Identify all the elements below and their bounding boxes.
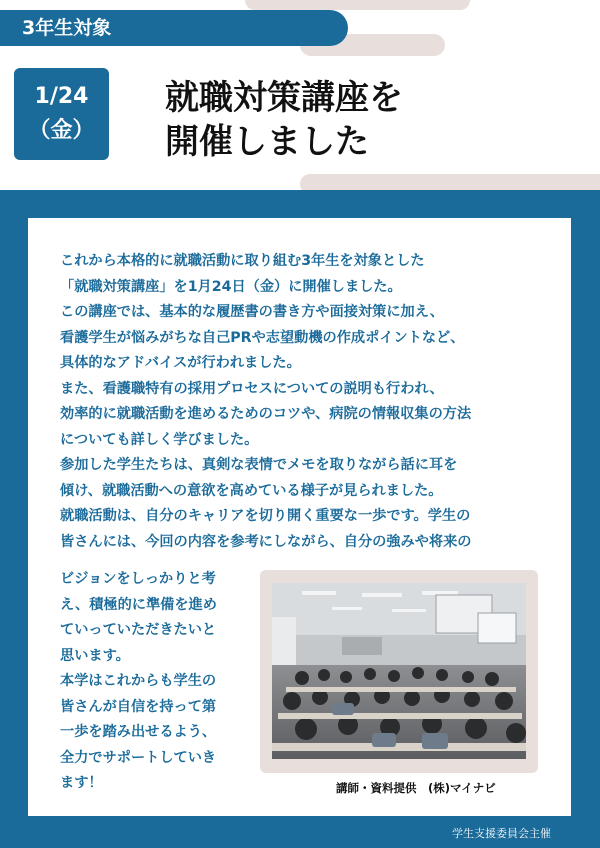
article-line: ビジョンをしっかりと考 bbox=[60, 571, 216, 587]
article-body-continued bbox=[60, 567, 217, 797]
article-line: 就職活動は、自分のキャリアを切り開く重要な一歩です。学生の bbox=[60, 508, 471, 524]
event-date-day: 1/24 bbox=[34, 83, 89, 109]
article-line: え、積極的に準備を進め bbox=[60, 596, 217, 613]
article-line: 「就職対策講座」を1月24日（金）に開催しました。 bbox=[60, 278, 402, 295]
article-line: また、看護職特有の採用プロセスについての説明も行われ、 bbox=[60, 380, 444, 397]
page-title bbox=[165, 76, 403, 164]
article-line: これから本格的に就職活動に取り組む3年生を対象とした bbox=[60, 253, 425, 269]
page-title-line-1: 就職対策講座を bbox=[165, 78, 403, 118]
article-line: 本学はこれからも学生の bbox=[60, 673, 217, 689]
article-body bbox=[60, 249, 550, 555]
event-date-weekday: （金） bbox=[28, 118, 95, 143]
organizer-footer: 学生支援委員会主催 bbox=[452, 827, 551, 840]
article-line: 全力でサポートしていき bbox=[60, 749, 217, 766]
article-line: 効率的に就職活動を進めるためのコツや、病院の情報収集の方法 bbox=[60, 406, 472, 422]
event-date bbox=[14, 68, 109, 160]
lecture-photo bbox=[272, 583, 526, 759]
article-line: この講座では、基本的な履歴書の書き方や面接対策に加え、 bbox=[60, 304, 444, 320]
target-tag: 3年生対象 bbox=[0, 10, 348, 46]
article-line: ていっていただきたいと bbox=[60, 622, 217, 638]
article-line: 皆さんには、今回の内容を参考にしながら、自分の強みや将来の bbox=[60, 533, 472, 550]
photo-credit: 講師・資料提供 (株)マイナビ bbox=[336, 781, 496, 795]
article-line: ます！ bbox=[60, 775, 103, 791]
article-line: についても詳しく学びました。 bbox=[60, 431, 259, 448]
lecture-hall-illustration bbox=[272, 583, 526, 759]
decor-pill-top bbox=[245, 0, 470, 10]
article-line: 傾け、就職活動への意欲を高めている様子が見られました。 bbox=[60, 482, 443, 499]
article-line: 思います。 bbox=[60, 647, 130, 664]
article-line: 参加した学生たちは、真剣な表情でメモを取りながら話に耳を bbox=[60, 457, 458, 473]
article-line: 一歩を踏み出せるよう、 bbox=[60, 724, 217, 740]
page-title-line-2: 開催しました bbox=[165, 122, 369, 163]
article-line: 皆さんが自信を持って第 bbox=[60, 698, 217, 715]
article-line: 具体的なアドバイスが行われました。 bbox=[60, 355, 301, 371]
article-line: 看護学生が悩みがちな自己PRや志望動機の作成ポイントなど、 bbox=[60, 329, 465, 346]
